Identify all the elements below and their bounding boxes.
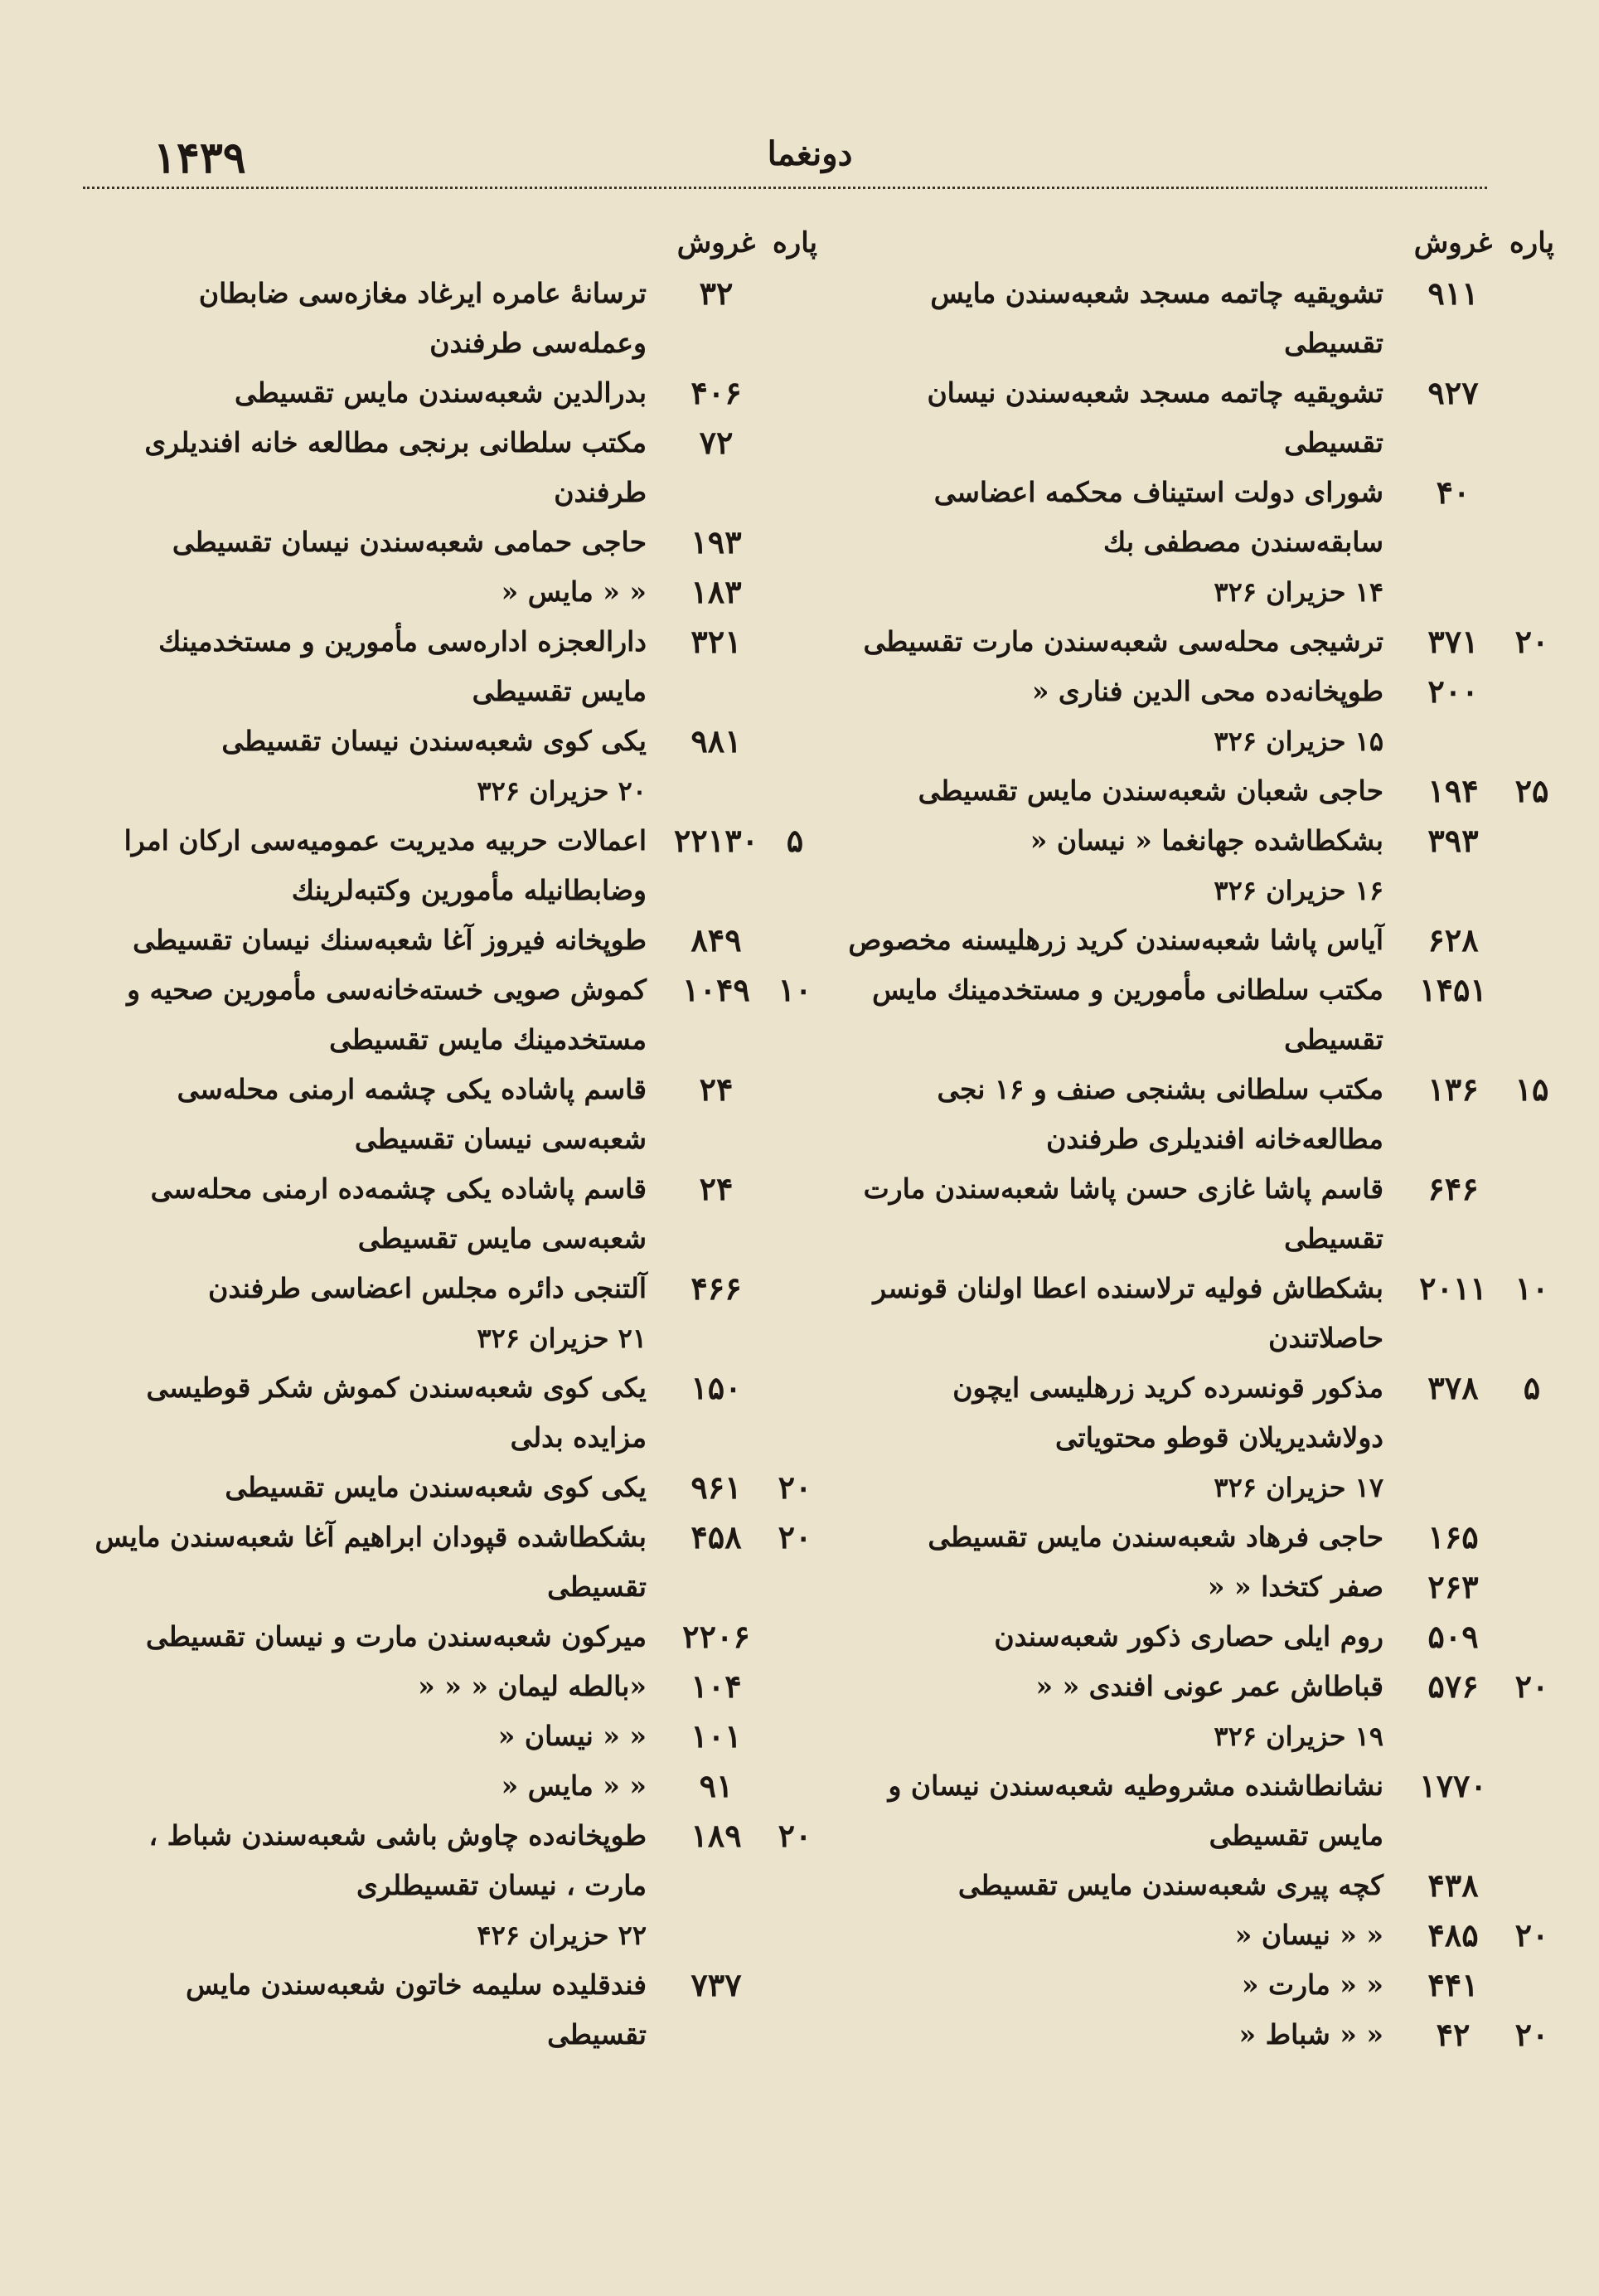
entry-description: صفر کتخدا « «: [1207, 1570, 1383, 1603]
entry-description: ۱۹ حزیران ۳۲۶: [1214, 1721, 1383, 1752]
para-amount: [771, 716, 819, 766]
entry-description: طوپخانه‌ده محی الدین فناری «: [1031, 675, 1383, 707]
entry-description: « « مارت «: [1241, 1968, 1383, 2001]
ghurush-amount: ۱۵۰: [690, 1369, 742, 1406]
entry-description: اعمالات حربیه مدیریت عمومیه‌سی ارکان امرا وضابطانیله مأمورین وکتبه‌لرینك: [124, 824, 647, 906]
ghurush-amount: ۲۲۱۳۰: [673, 822, 759, 859]
para-amount: [771, 1711, 819, 1761]
date-row: [826, 866, 1556, 915]
entry-description: دارالعجزه اداره‌سی مأمورین و مستخدمینك مایس تقسیطی: [158, 625, 647, 707]
entry-description: یکی کوی شعبه‌سندن مایس تقسیطی: [225, 1471, 647, 1503]
ledger-entry: [90, 1960, 819, 2060]
ledger-entry: [90, 617, 819, 716]
entry-description: ۱۴ حزیران ۳۲۶: [1214, 576, 1383, 608]
ghurush-amount: ۴۰۶: [690, 374, 742, 411]
para-amount: [1508, 368, 1556, 468]
para-amount: ۲۰: [778, 1468, 812, 1506]
entry-description: « « مایس «: [501, 1769, 647, 1802]
ghurush-amount: ۴۰: [1436, 473, 1471, 511]
ledger-entry: [826, 1960, 1556, 2010]
ledger-entry: [826, 1065, 1556, 1164]
entry-description: شورای دولت استیناف محکمه اعضاسی سابقه‌سندن مصطفی بك: [933, 476, 1383, 558]
para-amount: [1508, 816, 1556, 866]
ghurush-amount: [1398, 866, 1508, 915]
para-amount: [1508, 1761, 1556, 1861]
ledger-entry: [826, 269, 1556, 368]
ghurush-amount: ۴۵۸: [690, 1518, 742, 1556]
date-row: [90, 1910, 819, 1960]
date-row: [826, 567, 1556, 617]
ledger-entry: [90, 1164, 819, 1264]
para-amount: ۲۰: [1514, 623, 1549, 660]
ledger-entry: [826, 667, 1556, 716]
entries-left: [90, 269, 819, 2060]
ghurush-amount: ۳۷۱: [1427, 623, 1479, 660]
para-amount: [771, 1662, 819, 1711]
ledger-entry: [90, 1065, 819, 1164]
entry-description: ۱۶ حزیران ۳۲۶: [1214, 875, 1383, 906]
ledger-entry: [90, 1264, 819, 1313]
ghurush-amount: ۸۴۹: [690, 921, 742, 959]
ledger-entry: [826, 1761, 1556, 1861]
entry-description: مکتب سلطانی برنجی مطالعه خانه افندیلری طرفندن: [144, 426, 647, 508]
para-amount: [771, 1065, 819, 1164]
ghurush-heading: غروش: [1413, 226, 1493, 260]
ledger-entry: [826, 617, 1556, 667]
entry-description: مذکور قونسرده کرید زرهلیسی ایچون دولاشدیریلان قوطو محتویاتی: [952, 1371, 1383, 1454]
date-row: [826, 716, 1556, 766]
ledger-entry: [90, 368, 819, 418]
ledger-entry: [90, 1711, 819, 1761]
ledger-entry: [90, 716, 819, 766]
ghurush-amount: ۹۱: [699, 1767, 734, 1804]
ghurush-amount: ۲۰۰: [1427, 672, 1479, 710]
entry-description: قاسم پاشا غازی حسن پاشا شعبه‌سندن مارت تقسیطی: [863, 1172, 1383, 1255]
ledger-entry: [826, 2010, 1556, 2060]
entry-description: میرکون شعبه‌سندن مارت و نیسان تقسیطی: [145, 1620, 647, 1653]
para-amount: ۵: [786, 822, 804, 859]
para-amount: ۵: [1523, 1369, 1541, 1406]
ledger-entry: [90, 965, 819, 1065]
ledger-entry: [90, 1512, 819, 1612]
para-amount: [1508, 667, 1556, 716]
entry-description: تشویقیه چاتمه مسجد شعبه‌سندن نیسان تقسیطی: [927, 376, 1383, 459]
entry-description: تشویقیه چاتمه مسجد شعبه‌سندن مایس تقسیطی: [930, 277, 1383, 359]
ghurush-amount: ۱۴۵۱: [1419, 971, 1487, 1008]
para-amount: [771, 1313, 819, 1363]
entry-description: قاسم پاشاده یکی چشمه ارمنی محله‌سی شعبه‌سی نیسان تقسیطی: [177, 1073, 647, 1155]
ghurush-amount: ۹۲۷: [1427, 374, 1479, 411]
para-amount: [771, 915, 819, 965]
ghurush-amount: [661, 766, 771, 816]
ghurush-amount: ۳۲۱: [690, 623, 742, 660]
ghurush-amount: ۱۷۷۰: [1419, 1767, 1487, 1804]
ledger-entry: [826, 1662, 1556, 1711]
ghurush-amount: ۶۲۸: [1427, 921, 1479, 959]
para-amount: [771, 368, 819, 418]
entry-description: ۱۷ حزیران ۳۲۶: [1214, 1472, 1383, 1503]
entry-description: بدرالدین شعبه‌سندن مایس تقسیطی: [235, 376, 647, 409]
para-amount: [1508, 1463, 1556, 1512]
ghurush-amount: ۱۶۵: [1427, 1518, 1479, 1556]
ghurush-amount: ۱۸۹: [690, 1817, 742, 1854]
ledger-entry: [826, 1363, 1556, 1463]
para-amount: [771, 1612, 819, 1662]
para-amount: [1508, 1512, 1556, 1562]
entry-description: بشکطاشده قپودان ابراهیم آغا شعبه‌سندن مایس تقسیطی: [94, 1521, 647, 1603]
ghurush-amount: ۲۴: [699, 1070, 734, 1108]
ledger-entry: [826, 368, 1556, 468]
ghurush-amount: ۴۲: [1436, 2016, 1471, 2053]
ghurush-amount: ۱۹۳: [690, 523, 742, 561]
entry-description: «بالطه لیمان « « «: [418, 1670, 647, 1702]
ledger-entry: [826, 1164, 1556, 1264]
ledger-entry: [90, 1811, 819, 1910]
para-amount: [1508, 915, 1556, 965]
ghurush-amount: ۴۸۵: [1427, 1916, 1479, 1954]
entry-description: طوپخانه‌ده چاوش باشی شعبه‌سندن شباط ، مارت ، نیسان تقسیطلری: [148, 1819, 647, 1901]
ghurush-amount: ۴۴۱: [1427, 1966, 1479, 2003]
ghurush-amount: ۱۰۴: [690, 1667, 742, 1705]
entry-description: حاجی شعبان شعبه‌سندن مایس تقسیطی: [918, 774, 1383, 807]
para-amount: ۲۰: [778, 1817, 812, 1854]
entry-description: مکتب سلطانی بشنجی صنف و ۱۶ نجی مطالعه‌خانه افندیلری طرفندن: [937, 1073, 1383, 1155]
ghurush-amount: ۹۸۱: [690, 722, 742, 760]
para-amount: [1508, 965, 1556, 1065]
ledger-entry: [90, 1612, 819, 1662]
ghurush-amount: ۷۳۷: [690, 1966, 742, 2003]
ledger-column-left: [90, 217, 819, 2274]
ghurush-amount: ۵۷۶: [1427, 1667, 1479, 1705]
ledger-entry: [826, 766, 1556, 816]
entry-description: ترسانهٔ عامره ایرغاد مغازه‌سی ضابطان وعمله‌سی طرفندن: [198, 277, 647, 359]
para-heading: پاره: [1509, 226, 1555, 260]
para-amount: ۲۵: [1514, 772, 1549, 809]
ledger-entry: [90, 418, 819, 517]
para-amount: ۲۰: [1514, 2016, 1549, 2053]
entry-description: طوپخانه فیروز آغا شعبه‌سنك نیسان تقسیطی: [133, 924, 647, 956]
entry-description: کچه پیری شعبه‌سندن مایس تقسیطی: [957, 1869, 1383, 1901]
para-amount: [1508, 567, 1556, 617]
entry-description: آلتنجی دائره مجلس اعضاسی طرفندن: [208, 1272, 647, 1304]
ghurush-amount: [661, 1313, 771, 1363]
para-amount: [771, 418, 819, 517]
ghurush-amount: [661, 1910, 771, 1960]
para-amount: [771, 1164, 819, 1264]
entry-description: « « مایس «: [501, 575, 647, 608]
para-amount: [1508, 269, 1556, 368]
entry-description: فندقلیده سلیمه خاتون شعبه‌سندن مایس تقسیطی: [186, 1968, 647, 2051]
ghurush-amount: ۶۴۶: [1427, 1170, 1479, 1207]
ledger-column-right: [826, 217, 1556, 2274]
para-amount: ۱۰: [778, 971, 812, 1008]
entry-description: « « نیسان «: [497, 1720, 647, 1752]
entry-description: بشکطاش فولیه ترلاسنده اعطا اولنان قونسر حاصلاتندن: [873, 1272, 1383, 1354]
para-amount: [771, 517, 819, 567]
para-amount: [1508, 1960, 1556, 2010]
entry-description: حاجی فرهاد شعبه‌سندن مایس تقسیطی: [928, 1521, 1383, 1553]
ghurush-amount: ۲۴: [699, 1170, 734, 1207]
ghurush-amount: [1398, 567, 1508, 617]
ledger-entry: [90, 567, 819, 617]
para-amount: [1508, 1861, 1556, 1910]
ghurush-amount: ۳۲: [699, 274, 734, 312]
ledger-entry: [826, 468, 1556, 567]
ledger-entry: [90, 1463, 819, 1512]
entry-description: یکی کوی شعبه‌سندن کموش شکر قوطیسی مزایده بدلی: [146, 1371, 647, 1454]
ghurush-amount: ۹۶۱: [690, 1468, 742, 1506]
entries-right: [826, 269, 1556, 2060]
entry-description: نشانطاشنده مشروطیه شعبه‌سندن نیسان و مایس تقسیطی: [888, 1769, 1383, 1852]
entry-description: کموش صویی خسته‌خانه‌سی مأمورین صحیه و مستخدمینك مایس تقسیطی: [127, 973, 647, 1056]
date-row: [826, 1711, 1556, 1761]
header-rule: [83, 187, 1487, 189]
running-title: دونغما: [767, 134, 853, 173]
para-amount: ۱۵: [1514, 1070, 1549, 1108]
ghurush-amount: ۲۲۰۶: [682, 1618, 750, 1655]
entry-description: ۱۵ حزیران ۳۲۶: [1214, 726, 1383, 757]
para-amount: [771, 617, 819, 716]
ghurush-amount: ۹۱۱: [1427, 274, 1479, 312]
date-row: [826, 1463, 1556, 1512]
para-amount: ۲۰: [1514, 1667, 1549, 1705]
para-amount: ۲۰: [1514, 1916, 1549, 1954]
ghurush-amount: [1398, 716, 1508, 766]
ledger-entry: [90, 1662, 819, 1711]
ghurush-amount: [1398, 1711, 1508, 1761]
ghurush-amount: ۱۰۴۹: [682, 971, 750, 1008]
column-head: [826, 217, 1556, 269]
para-amount: [771, 567, 819, 617]
entry-description: یکی کوی شعبه‌سندن نیسان تقسیطی: [221, 725, 647, 757]
entry-description: ۲۰ حزیران ۳۲۶: [477, 775, 647, 807]
ghurush-amount: ۷۲: [699, 424, 734, 461]
para-heading: پاره: [772, 226, 818, 260]
page-number: ۱۴۳۹: [153, 133, 246, 183]
ghurush-amount: ۱۳۶: [1427, 1070, 1479, 1108]
ghurush-amount: ۳۹۳: [1427, 822, 1479, 859]
para-amount: ۲۰: [778, 1518, 812, 1556]
entry-description: آیاس پاشا شعبه‌سندن کرید زرهلیسنه مخصوص: [848, 924, 1383, 956]
ghurush-amount: ۱۹۴: [1427, 772, 1479, 809]
para-amount: [1508, 1612, 1556, 1662]
entry-description: حاجی حمامی شعبه‌سندن نیسان تقسیطی: [172, 526, 647, 558]
para-amount: [771, 1363, 819, 1463]
ledger-entry: [826, 1512, 1556, 1562]
ghurush-amount: ۴۶۶: [690, 1269, 742, 1307]
para-amount: [1508, 468, 1556, 567]
ghurush-amount: [1398, 1463, 1508, 1512]
para-amount: [771, 1910, 819, 1960]
ledger-entry: [826, 965, 1556, 1065]
entry-description: مکتب سلطانی مأمورین و مستخدمینك مایس تقسیطی: [872, 973, 1383, 1056]
para-amount: [1508, 1164, 1556, 1264]
entry-description: ۲۲ حزیران ۴۲۶: [477, 1920, 647, 1951]
ledger-entry: [826, 1562, 1556, 1612]
ghurush-amount: ۱۸۳: [690, 573, 742, 610]
entry-description: ۲۱ حزیران ۳۲۶: [477, 1323, 647, 1354]
ledger-entry: [90, 1761, 819, 1811]
ledger-entry: [826, 816, 1556, 866]
ledger-entry: [826, 1264, 1556, 1363]
para-amount: [1508, 1562, 1556, 1612]
entry-description: ترشیجی محله‌سی شعبه‌سندن مارت تقسیطی: [863, 625, 1383, 658]
ledger-entry: [90, 915, 819, 965]
para-amount: [771, 1960, 819, 2060]
ghurush-amount: ۲۶۳: [1427, 1568, 1479, 1605]
entry-description: قاسم پاشاده یکی چشمه‌ده ارمنی محله‌سی شعبه‌سی مایس تقسیطی: [150, 1172, 647, 1255]
entry-description: بشکطاشده جهانغما « نیسان «: [1030, 824, 1383, 857]
ghurush-amount: ۲۰۱۱: [1419, 1269, 1487, 1307]
entry-description: روم ایلی حصاری ذکور شعبه‌سندن: [994, 1620, 1383, 1653]
para-amount: [1508, 866, 1556, 915]
date-row: [90, 1313, 819, 1363]
ledger-entry: [826, 1612, 1556, 1662]
para-amount: [771, 766, 819, 816]
para-amount: [771, 1761, 819, 1811]
ledger-entry: [90, 816, 819, 915]
ledger-entry: [826, 915, 1556, 965]
ghurush-amount: ۴۳۸: [1427, 1866, 1479, 1904]
ghurush-amount: ۳۷۸: [1427, 1369, 1479, 1406]
para-amount: ۱۰: [1514, 1269, 1549, 1307]
ghurush-amount: ۱۰۱: [690, 1717, 742, 1755]
para-amount: [1508, 716, 1556, 766]
entry-description: « « نیسان «: [1234, 1919, 1383, 1951]
para-amount: [771, 1264, 819, 1313]
page-header: [133, 124, 1487, 191]
ledger-entry: [90, 269, 819, 368]
ledger-entry: [826, 1910, 1556, 1960]
ledger-entry: [826, 1861, 1556, 1910]
column-head: [90, 217, 819, 269]
ghurush-heading: غروش: [676, 226, 756, 260]
ledger-entry: [90, 517, 819, 567]
date-row: [90, 766, 819, 816]
ledger-entry: [90, 1363, 819, 1463]
para-amount: [771, 269, 819, 368]
entry-description: قباطاش عمر عونی افندی « «: [1035, 1670, 1383, 1702]
entry-description: « « شباط «: [1238, 2018, 1383, 2051]
ghurush-amount: ۵۰۹: [1427, 1618, 1479, 1655]
para-amount: [1508, 1711, 1556, 1761]
